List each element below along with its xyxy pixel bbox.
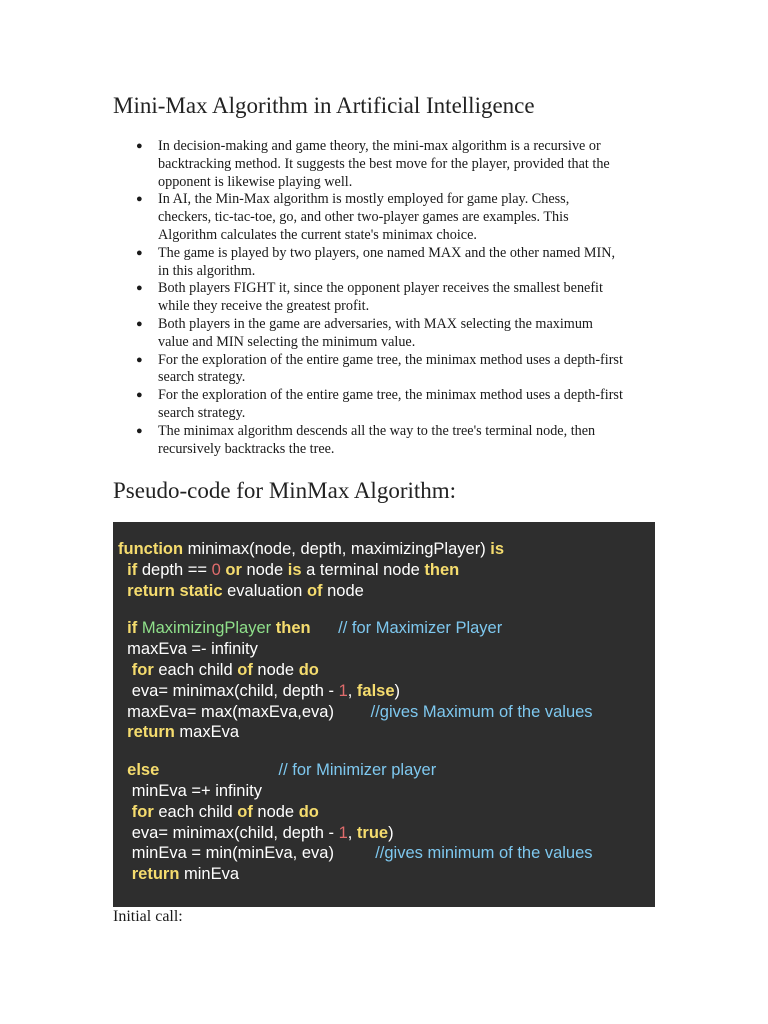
code-token: node [241,560,288,579]
code-token: do [298,660,319,679]
code-token: MaximizingPlayer [141,619,272,638]
code-token [118,761,127,779]
code-token: then [424,560,460,579]
code-token: evaluation [222,581,307,600]
code-token: 1 [338,823,348,842]
bullet-text-line: while they receive the greatest profit. [158,298,370,315]
bullet-text-line: search strategy. [158,369,246,386]
code-line [118,560,593,581]
bullet-dot-icon: ● [136,193,143,206]
bullet-text-line: search strategy. [158,404,246,421]
code-token: return [127,723,175,742]
code-line [118,802,593,823]
code-token: then [275,619,311,638]
bullet-text-line: The minimax algorithm descends all the way to the tree's terminal node, then [158,422,596,439]
code-token: , [347,823,357,842]
bullet-item [136,351,658,388]
code-token [118,661,132,679]
code-token [118,582,127,600]
code-line [118,781,593,802]
bullet-text-line: Algorithm calculates the current state's minimax choice. [158,226,477,243]
bullet-item [136,315,658,352]
bullet-item [136,138,658,191]
code-token: do [298,802,319,821]
pseudo-code-heading: Pseudo-code for MinMax Algorithm: [113,478,457,503]
bullet-item [136,244,658,281]
bullet-dot-icon: ● [136,282,143,295]
bullet-text-line: The game is played by two players, one named MAX and the other named MIN, [158,244,616,261]
bullet-text-line: For the exploration of the entire game tree, the minimax method uses a depth-first [158,351,623,368]
code-line [118,681,593,702]
code-token: false [356,681,395,700]
bullet-item [136,422,658,459]
code-token: //gives minimum of the values [375,844,593,863]
bullet-dot-icon: ● [136,317,143,330]
bullet-text-line: checkers, tic-tac-toe, go, and other two-player games are examples. This [158,209,569,226]
code-token [118,865,132,883]
bullet-text-line: For the exploration of the entire game tree, the minimax method uses a depth-first [158,387,623,404]
code-token: 0 [211,560,221,579]
code-line [118,760,593,781]
code-token: if [127,560,138,579]
code-token: 1 [338,681,348,700]
code-token: for [131,802,154,821]
bullet-text-line: value and MIN selecting the minimum value. [158,333,416,350]
code-token: minEva =+ infinity [118,781,262,800]
bullet-item [136,280,658,316]
code-block [113,522,655,907]
code-token [311,619,339,637]
code-line [118,601,593,618]
code-token: minimax(node, depth, maximizingPlayer) [183,540,491,558]
bullet-list [136,138,658,458]
code-token: of [237,660,253,679]
code-line [118,823,593,844]
bullet-text-line: In AI, the Min-Max algorithm is mostly employed for game play. Chess, [158,191,570,208]
bullet-item [136,191,658,244]
code-token: each child [153,660,238,679]
code-token: //gives Maximum of the values [370,702,593,721]
code-token: of [237,802,253,821]
code-token: maxEva [174,723,240,742]
bullet-text-line: in this algorithm. [158,262,256,279]
bullet-dot-icon: ● [136,424,143,437]
code-token [118,619,127,637]
code-line [118,843,593,864]
code-token: node [252,660,299,679]
code-token: is [287,560,302,579]
code-line [118,660,593,681]
code-line [118,639,593,660]
code-line [118,702,593,723]
code-token [118,723,127,741]
bullet-text-line: Both players in the game are adversaries, with MAX selecting the maximum [158,315,593,332]
code-token: for [131,660,154,679]
code-token: // for Maximizer Player [338,619,503,638]
code-token: else [127,761,160,780]
code-token: node [322,581,364,600]
bullet-text-line: recursively backtracks the tree. [158,440,335,457]
code-line [118,864,593,885]
code-token: maxEva =- infinity [118,640,258,659]
bullet-dot-icon: ● [136,389,143,402]
code-token: function [118,540,184,558]
code-line [118,581,593,602]
bullet-text-line: Both players FIGHT it, since the opponent player receives the smallest benefit [158,280,603,297]
bullet-text-line: opponent is likewise playing well. [158,173,353,190]
code-token: true [356,823,389,842]
code-token: // for Minimizer player [278,761,437,780]
code-token: of [306,581,323,600]
bullet-dot-icon: ● [136,246,143,259]
code-line [118,722,593,743]
code-token [118,561,127,579]
code-token: return [127,581,175,600]
code-line [118,743,593,760]
code-line [118,539,593,560]
code-token: minEva = min(minEva, eva) [118,844,376,863]
code-token: or [225,560,242,579]
bullet-dot-icon: ● [136,140,143,152]
bullet-dot-icon: ● [136,353,143,366]
code-token: node [252,802,299,821]
code-token: is [490,540,505,558]
bullet-text-line: backtracking method. It suggests the best move for the player, provided that the [158,155,610,172]
page-title: Mini-Max Algorithm in Artificial Intelligence [113,93,535,118]
code-token [118,803,132,821]
code-token: a terminal node [301,560,425,579]
bullet-item [136,387,658,423]
code-token: , [347,681,357,700]
code-text [118,539,593,885]
code-token: minEva [179,865,240,884]
code-token: static [179,581,223,600]
code-token: depth == [137,560,212,579]
code-token: return [131,865,180,884]
code-token: eva= minimax(child, depth - [118,681,339,700]
code-token: each child [153,802,238,821]
code-token: maxEva= max(maxEva,eva) [118,702,371,721]
code-token [159,761,278,779]
code-line [118,618,593,639]
initial-call-label: Initial call: [113,908,183,925]
bullet-text-line: In decision-making and game theory, the mini-max algorithm is a recursive or [158,138,601,154]
code-token: ) [388,823,394,842]
code-token: if [127,619,138,638]
code-token: eva= minimax(child, depth - [118,823,339,842]
code-token: ) [394,681,401,700]
